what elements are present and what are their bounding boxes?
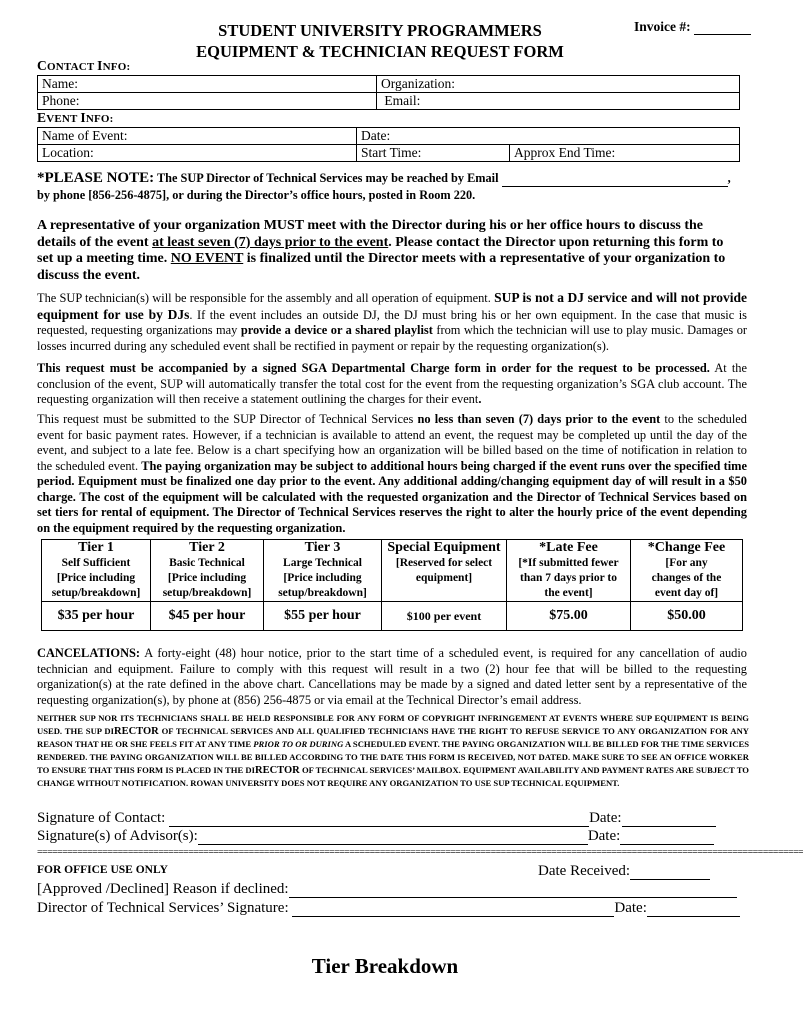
date-received-row [538, 862, 710, 880]
tier-3-header: Tier 3 Large Technical [Price including setup/breakdown] [264, 540, 382, 602]
title-line-1: STUDENT UNIVERSITY PROGRAMMERS [218, 21, 542, 40]
director-date-line[interactable] [647, 902, 740, 917]
approval-row [37, 880, 737, 898]
cancellations-paragraph: CANCELATIONS: A forty-eight (48) hour notice, prior to the start time of a scheduled event, is required for any cancellation of audio technician and equipment. Failure to comply with this request will result in a two (2) hour fee that will be billed to the requesting organization(s) at the rate defined in the above chart. Cancellations may be made by a signed and dated letter sent by a representative of the requesting organization(s), by phone at (856) 256-4875 or via email at the Technical Director’s email address. [37, 646, 747, 707]
tier-1-header: Tier 1 Self Sufficient [Price including setup/breakdown] [42, 540, 151, 602]
contact-signature-line[interactable] [169, 812, 589, 827]
invoice-label: Invoice #: [634, 19, 691, 34]
disclaimer-paragraph: NEITHER SUP NOR ITS TECHNICIANS SHALL BE HELD RESPONSIBLE FOR ANY FORM OF COPYRIGHT INFRINGEMENT AT EVENTS WHERE SUP EQUIPMENT IS BEING USED. THE SUP DIRECTOR OF TECHNICAL SERVICES AND ALL QUALIFIED TECHNICIANS HAVE THE RIGHT TO REFUSE SERVICE TO ANY ORGANIZATION FOR ANY REASON THAT HE OR SHE FEELS FIT AT ANY TIME PRIOR TO OR DURING A SCHEDULED EVENT. THE PAYING ORGANIZATION WILL BE BILLED FOR THE TIME SERVICES RENDERED. THE PAYING ORGANIZATION WILL BE BILLED ACCORDING TO THE DATE THIS FORM IS RECEIVED, NOT DATED. MAKE SURE TO SEE AN OFFICE WORKER TO ENSURE THAT THIS FORM IS PLACED IN THE DIRECTOR OF TECHNICAL SERVICES’ MAILBOX. EQUIPMENT AVAILABILITY AND PAYMENT RATES ARE SUBJECT TO CHANGE WITHOUT NOTIFICATION. ROWAN UNIVERSITY DOES NOT REQUIRE ANY ORGANIZATION TO USE SUP TECHNICAL EQUIPMENT. [37, 713, 750, 788]
tier-2-header: Tier 2 Basic Technical [Price including setup/breakdown] [151, 540, 264, 602]
advisor-date-line[interactable] [620, 830, 714, 845]
director-signature-label: Director of Technical Services’ Signature: [37, 900, 289, 916]
late-fee-price: $75.00 [507, 602, 631, 631]
double-rule-divider: ======================================================================================================================================================== [37, 847, 803, 858]
director-signature-line[interactable] [292, 902, 614, 917]
invoice-line[interactable] [694, 22, 751, 35]
invoice-field[interactable] [634, 19, 751, 35]
location-field[interactable]: Location: [38, 145, 357, 162]
date-received-line[interactable] [630, 865, 710, 880]
director-email-line[interactable] [502, 174, 728, 187]
contact-date-line[interactable] [622, 812, 716, 827]
name-field[interactable]: Name: [38, 76, 377, 93]
event-info-heading: EVENT INFO: [37, 110, 114, 125]
contact-info-heading: CONTACT INFO: [37, 58, 131, 73]
tier-1-price: $35 per hour [42, 602, 151, 631]
tier-header-row [42, 540, 743, 602]
tier-breakdown-title: Tier Breakdown [311, 954, 459, 978]
special-equipment-price: $100 per event [382, 602, 507, 631]
technician-paragraph: The SUP technician(s) will be responsible for the assembly and all operation of equipment. SUP is not a DJ service and will not provide equipment for use by DJs. If the event includes an outside DJ, the DJ must bring his or her own equipment. In the case that music is requested, requesting organizations may provide a device or a shared playlist from which the technician will use to play music. Damages or losses incurred during any scheduled event shall be rectified in payment or repair by the requesting organization(s). [37, 290, 748, 353]
tier-pricing-table [41, 539, 743, 631]
director-signature-row [37, 899, 740, 917]
please-note-lead: *PLEASE NOTE: [37, 170, 155, 186]
contact-info-table [37, 75, 740, 110]
late-fee-header: *Late Fee [*If submitted fewer than 7 days prior to the event] [507, 540, 631, 602]
representative-paragraph: A representative of your organization MUST meet with the Director during his or her office hours to discuss the details of the event at least seven (7) days prior to the event. Please contact the Director upon returning this form to set up a meeting time. NO EVENT is finalized until the Director meets with a representative of your organization to discuss the event. [37, 218, 726, 283]
contact-date-label: Date: [589, 810, 622, 826]
advisor-signature-row [37, 827, 714, 845]
date-received-label: Date Received: [538, 863, 631, 879]
charge-form-paragraph: This request must be accompanied by a signed SGA Departmental Charge form in order for the request to be processed. At the conclusion of the event, SUP will automatically transfer the total cost for the event from the requesting organization’s SGA club account. The requesting organization will then receive a statement outlining the charges for their event. [37, 361, 747, 406]
advisor-signature-line[interactable] [198, 830, 588, 845]
start-time-field[interactable]: Start Time: [357, 145, 510, 162]
event-name-field[interactable]: Name of Event: [38, 128, 357, 145]
please-note: *PLEASE NOTE: The SUP Director of Technical Services may be reached by Email , by phone [856-256-4875], or during the Director’s office hours, posted in Room 220. [37, 170, 731, 202]
tier-3-price: $55 per hour [264, 602, 382, 631]
event-info-table [37, 127, 740, 162]
organization-field[interactable]: Organization: [377, 76, 740, 93]
advisor-date-label: Date: [587, 828, 621, 844]
event-date-field[interactable]: Date: [357, 128, 740, 145]
office-use-heading: FOR OFFICE USE ONLY [37, 864, 168, 876]
contact-signature-label: Signature of Contact: [37, 810, 166, 826]
advisor-signature-label: Signature(s) of Advisor(s): [37, 828, 198, 844]
phone-field[interactable]: Phone: [38, 93, 377, 110]
approval-label: [Approved /Declined] Reason if declined: [37, 881, 289, 897]
title-line-2: EQUIPMENT & TECHNICIAN REQUEST FORM [196, 42, 564, 61]
contact-signature-row [37, 809, 716, 827]
special-equipment-header: Special Equipment [Reserved for select equipment] [382, 540, 507, 602]
decline-reason-line[interactable] [289, 883, 737, 898]
end-time-field[interactable]: Approx End Time: [510, 145, 740, 162]
change-fee-price: $50.00 [631, 602, 743, 631]
tier-price-row [42, 602, 743, 631]
director-date-label: Date: [614, 900, 647, 916]
tier-2-price: $45 per hour [151, 602, 264, 631]
change-fee-header: *Change Fee [For any changes of the event day of] [631, 540, 743, 602]
submission-paragraph: This request must be submitted to the SUP Director of Technical Services no less than seven (7) days prior to the event to the scheduled event for basic payment rates. However, if a technician is available to attend an event, the request may be completed up until the day of the event, and subject to a late fee. Below is a chart specifying how an organization will be billed based on the time of notification in relation to the scheduled event. The paying organization may be subject to additional hours being charged if the event runs over the specified time period. Equipment must be finalized one day prior to the event. Any additional adding/changing equipment day of will result in a $50 charge. The cost of the equipment will be calculated with the requested organization and the Director of Technical Services based on set tiers for rental of equipment. The Director of Technical Services reserves the right to alter the hourly price of the event depending on the equipment required by the requesting organization. [37, 412, 747, 535]
email-field[interactable]: Email: [377, 93, 740, 110]
